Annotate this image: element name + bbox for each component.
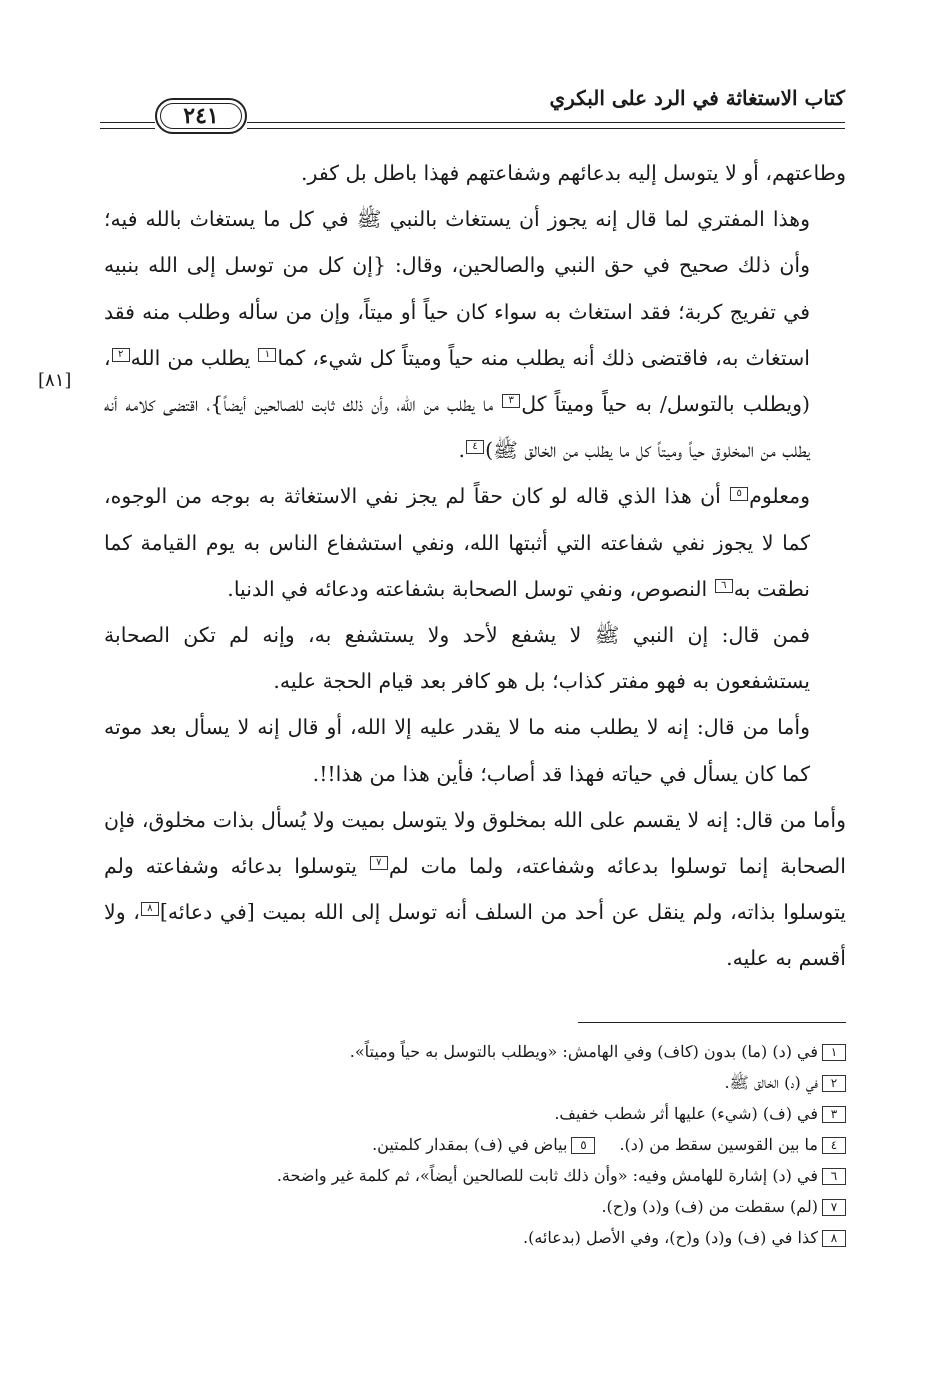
header-rule-left-bottom xyxy=(100,128,155,129)
main-text xyxy=(104,150,846,982)
footnote-1: ١في (د) (ما) بدون (كاف) وفي الهامش: «ويطلب بالتوسل به حياً وميتاً». xyxy=(104,1036,846,1067)
page-number xyxy=(155,98,247,134)
header-rule-right-bottom xyxy=(247,128,845,129)
footnote-ref-1[interactable]: ١ xyxy=(258,348,276,362)
paragraph-5: وأما من قال: إنه لا يطلب منه ما لا يقدر عليه إلا الله، أو قال إنه لا يسأل بعد موته كما كان يسأل في حياته فهذا قد أصاب؛ فأين هذا من هذا!!. xyxy=(104,715,810,786)
footnote-3: ٣في (ف) (شيء) عليها أثر شطب خفيف. xyxy=(104,1098,846,1129)
footnote-ref-8[interactable]: ٨ xyxy=(141,902,159,916)
paragraph-4: فمن قال: إن النبي ﷺ لا يشفع لأحد ولا يستشفع به، وإنه لم تكن الصحابة يستشفعون به فهو مفتر كذاب؛ بل هو كافر بعد قيام الحجة عليه. xyxy=(104,623,810,694)
page-header xyxy=(100,86,845,136)
page-number-text: ٢٤١ xyxy=(183,103,219,129)
paragraph-1: وطاعتهم، أو لا يتوسل إليه بدعائهم وشفاعتهم فهذا باطل بل كفر. xyxy=(301,161,846,185)
footnote-ref-3[interactable]: ٣ xyxy=(502,394,520,408)
footnote-ref-2[interactable]: ٢ xyxy=(112,348,130,362)
footnote-7: ٧(لم) سقطت من (ف) و(د) و(ح). xyxy=(104,1191,846,1222)
footnote-8: ٨كذا في (ف) و(د) و(ح)، وفي الأصل (بدعائه). xyxy=(104,1222,846,1253)
paragraph-6: وأما من قال: إنه لا يقسم على الله بمخلوق ولا يتوسل بميت ولا يُسأل بذات مخلوق، فإن الصحابة إنما توسلوا بدعائه وشفاعته، ولما مات لم٧ يتوسلوا بدعائه وشفاعته ولم يتوسلوا بذاته، ولم ينقل عن أحد من السلف أنه توسل إلى الله بميت [في دعائه]٨، ولا أقسم به عليه. xyxy=(104,807,846,971)
footnote-ref-7[interactable]: ٧ xyxy=(370,856,388,870)
footnote-ref-5[interactable]: ٥ xyxy=(730,487,748,501)
footnote-2: ٢في (د) الخالق ﷺ. xyxy=(104,1067,846,1098)
footnote-ref-6[interactable]: ٦ xyxy=(715,579,733,593)
header-rule-right-top xyxy=(247,122,845,123)
footnote-6: ٦في (د) إشارة للهامش وفيه: «وأن ذلك ثابت للصالحين أيضاً»، ثم كلمة غير واضحة. xyxy=(104,1160,846,1191)
paragraph-2: وهذا المفتري لما قال إنه يجوز أن يستغاث بالنبي ﷺ في كل ما يستغاث بالله فيه؛ وأن ذلك صحيح في حق النبي والصالحين، وقال: {إن كل من توسل إلى الله بنبيه في تفريج كربة؛ فقد استغاث به سواء كان حياً أو ميتاً، وإن من سأله وطلب منه فقد استغاث به، فاقتضى ذلك أنه يطلب منه حياً وميتاً كل شيء، كما١ يطلب من الله٢، (ويطلب بالتوسل/ به حياً وميتاً كل٣ ما يطلب من الله، وأن ذلك ثابت للصالحين أيضاً}، اقتضى كلامه أنه يطلب من المخلوق حياً وميتاً كل ما يطلب من الخالق ﷺ)٤. xyxy=(104,207,810,463)
header-rule-left-top xyxy=(100,122,155,123)
book-title: كتاب الاستغاثة في الرد على البكري xyxy=(549,86,845,110)
footnote-separator xyxy=(578,1022,846,1023)
footnote-ref-4[interactable]: ٤ xyxy=(466,440,484,454)
paragraph-3: ومعلوم٥ أن هذا الذي قاله لو كان حقاً لم يجز نفي الاستغاثة به بوجه من الوجوه، كما لا يجوز نفي شفاعته التي أثبتها الله، ونفي استشفاع الناس به يوم القيامة كما نطقت به٦ النصوص، ونفي توسل الصحابة بشفاعته ودعائه في الدنيا. xyxy=(104,484,810,601)
margin-page-ref: [٨١] xyxy=(38,370,72,391)
footnote-4-5: ٤ما بين القوسين سقط من (د).٥بياض في (ف) بمقدار كلمتين. xyxy=(104,1129,846,1160)
footnotes xyxy=(104,1036,846,1253)
